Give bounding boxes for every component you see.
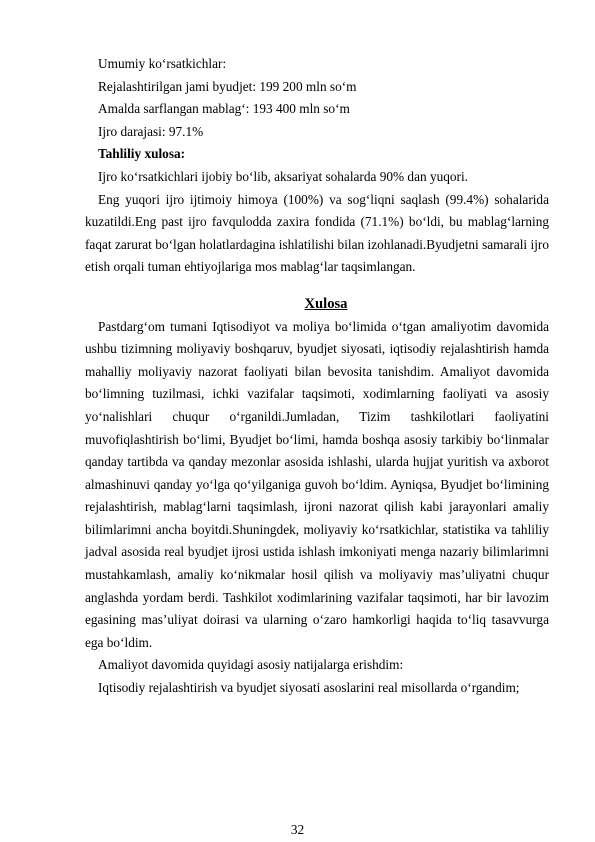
page-number: 32: [290, 822, 305, 837]
actual-spending-line: Amalda sarflangan mablag‘: 193 400 mln so‘m: [98, 101, 350, 117]
page-content: [85, 53, 549, 700]
analysis-paragraph-1: Ijro ko‘rsatkichlari ijobiy bo‘lib, aksariyat sohalarda 90% dan yuqori.: [98, 168, 468, 184]
conclusion-heading: Xulosa: [304, 295, 348, 312]
execution-rate-line: Ijro darajasi: 97.1%: [98, 123, 204, 139]
overview-heading-line: Umumiy ko‘rsatkichlar:: [98, 56, 227, 71]
conclusion-paragraph-1: Pastdarg‘om tumani Iqtisodiyot va moliya bo‘limida o‘tgan amaliyotim davomida ushbu tizimning moliyaviy boshqaruv, byudjet siyosati, iqtisodiy rejalashtirish hamda mahalliy moliyaviy nazorat faoliyati bilan bevosita tanishdim. Amaliyot davomida bo‘limning tuzilmasi, ichki vazifalar taqsimoti, xodimlarning faoliyati va asosiy yo‘nalishlari chuqur o‘rganildi.Jumladan, Tizim tashkilotlari faoliyatini muvofiqlashtirish bo‘limi, Byudjet bo‘limi, hamda boshqa asosiy tarkibiy bo‘linmalar qanday tartibda va qanday mezonlar asosida ishlashi, ularda hujjat yuritish va axborot almashinuvi qanday yo‘lga qo‘yilganiga guvoh bo‘ldim. Ayniqsa, Byudjet bo‘limining rejalashtirish, mablag‘larni taqsimlash, ijroni nazorat qilish kabi jarayonlari amaliy bilimlarimni ancha boyitdi.Shuningdek, moliyaviy ko‘rsatkichlar, statistika va tahliliy jadval asosida real byudjet ijrosi ustida ishlash imkoniyati menga nazariy bilimlarimni mustahkamlash, amaliy ko‘nikmalar hosil qilish va moliyaviy mas’uliyatni chuqur anglashda yordam berdi. Tashkilot xodimlarining vazifalar taqsimoti, har bir lavozim egasining mas’uliyat doirasi va ularning o‘zaro hamkorligi haqida to‘liq tasavvurga ega bo‘ldim.: [85, 318, 549, 650]
analysis-paragraph-2: Eng yuqori ijro ijtimoiy himoya (100%) va sog‘liqni saqlash (99.4%) sohalarida kuzatildi.Eng past ijro favqulodda zaxira fondida (71.1%) bo‘ldi, bu mablag‘larning faqat zarurat bo‘lgan holatlardagina ishlatilishi bilan izohlanadi.Byudjetni samarali ijro etish orqali tuman ehtiyojlariga mos mablag‘lar taqsimlangan.: [85, 191, 549, 275]
conclusion-paragraph-2: Amaliyot davomida quyidagi asosiy natijalarga erishdim:: [98, 657, 404, 673]
analysis-title: Tahliliy xulosa:: [98, 146, 186, 162]
conclusion-paragraph-3: Iqtisodiy rejalashtirish va byudjet siyosati asoslarini real misollarda o‘rgandim;: [98, 680, 520, 696]
planned-budget-line: Rejalashtirilgan jami byudjet: 199 200 mln so‘m: [98, 78, 357, 94]
